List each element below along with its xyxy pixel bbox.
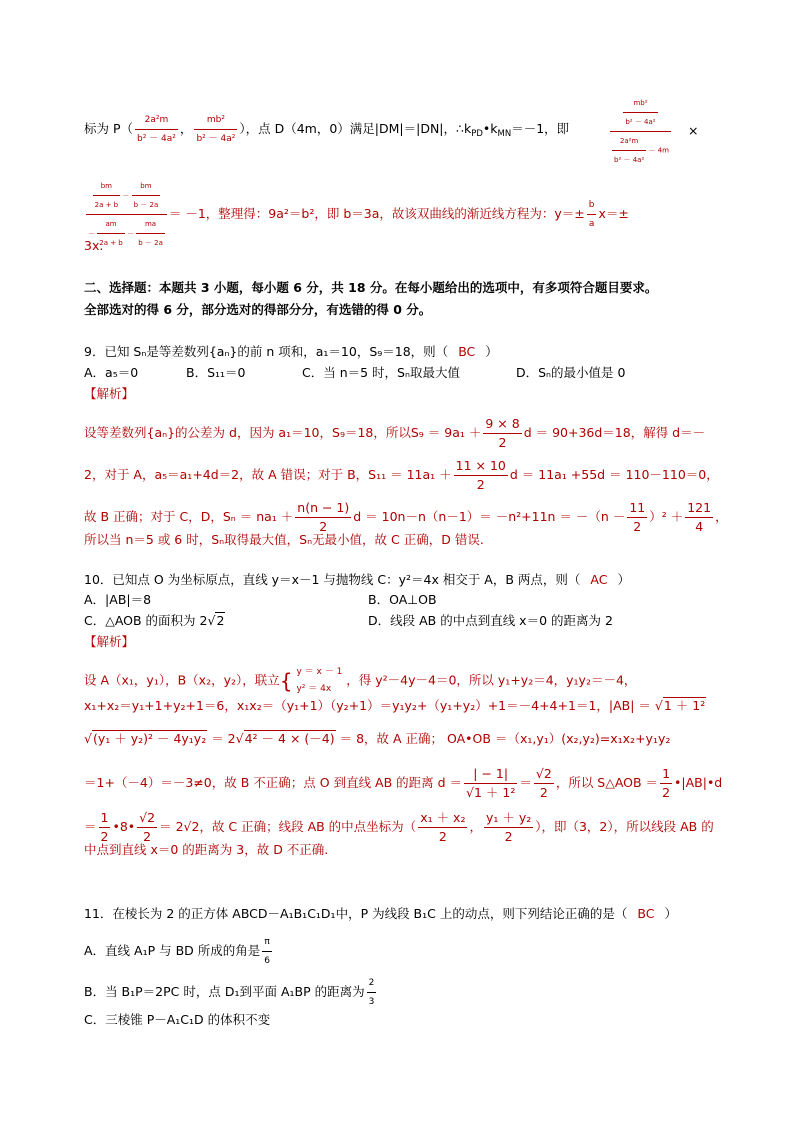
q9-option-b: B．S₁₁＝0 [186, 365, 246, 380]
q10-option-c: C．△AOB 的面积为 2√2 [84, 613, 225, 628]
q10-answer: AC [590, 572, 608, 587]
q10-solution-line-2: x₁+x₂＝y₁+1+y₂+1＝6，x₁x₂＝（y₁+1）（y₂+1）＝y₁y₂+（y₁+y₂）+1＝－4+4+1＝1，|AB| ＝ √1 ＋ 1² [84, 698, 706, 713]
q10-solution-line-4: ＝1+（－4）＝－3≠0，故 B 不正确；点 O 到直线 AB 的距离 d ＝ $\frac{| - 1|}{\text{√1 ＋ 1²}}$ ＝ $\frac{√2}{2}$ ，所以 S△AOB ＝ $\frac{1}{2}$ •|AB|•d [84, 766, 723, 800]
q10-solution-line-1: 设 A（x₁，y₁），B（x₂，y₂），联立{ y ＝ x － 1 y² ＝ 4x ，得 y²－4y－4＝0，所以 y₁+y₂＝4，y₁y₂＝－4， [84, 664, 636, 698]
fraction: $\frac{\text{mb²}}{\text{b² － 4a²}}$ [194, 112, 237, 147]
q10-option-a: A．|AB|＝8 [84, 592, 152, 607]
q9-option-d: D．Sₙ的最小值是 0 [516, 365, 626, 380]
q10-option-d: D．线段 AB 的中点到直线 x＝0 的距离为 2 [368, 613, 613, 628]
q10-analysis-tag: 【解析】 [84, 634, 135, 649]
fraction: $\frac{n(n - 1)}{2}$ [297, 500, 350, 534]
q9-stem: 9．已知 Sₙ是等差数列{aₙ}的前 n 项和，a₁＝10，S₉＝18，则（ BC ） [84, 344, 498, 359]
section-heading-line-2: 全部选对的得 6 分，部分选对的得部分分，有选错的得 0 分。 [84, 302, 432, 317]
fraction: $\frac{√2}{2}$ [535, 766, 552, 800]
section-heading-line-1: 二、选择题：本题共 3 小题，每小题 6 分，共 18 分。在每小题给出的选项中，有多项符合题目要求。 [84, 280, 658, 295]
fraction: $\frac{1}{2}$ [662, 766, 671, 800]
continued-solution-line-1: 标为 P（ $\frac{\text{2a²m}}{\text{b² － 4a²}}$ ， $\frac{\text{mb²}}{\text{b² － 4a²}}$ ），点 D（4m，0）满足|DM|＝|DN|，$\therefore k_{PD}•k_{MN}=-1$，即 [84, 112, 569, 147]
continued-solution-line-3: 3x. [84, 238, 104, 253]
q10-solution-line-3: √(y₁ ＋ y₂)² － 4y₁y₂ ＝ 2√4² － 4 × (－4) ＝ 8，故 A 正确； OA•OB ＝（x₁,y₁）(x₂,y₂)=x₁x₂+y₁y₂ [84, 731, 671, 746]
equation-system: y ＝ x － 1 y² ＝ 4x [296, 667, 343, 694]
q9-answer: BC [458, 344, 476, 359]
q9-solution-line-1: 设等差数列{aₙ}的公差为 d，因为 a₁＝10，S₉＝18，所以S₉ ＝ 9a₁ ＋ $\frac{9 \times 8}{2}$ d ＝ 90+36d＝18，解得 d＝－ [84, 416, 706, 450]
q10-solution-line-6: 中点到直线 x＝0 的距离为 3，故 D 不正确. [84, 842, 329, 857]
fraction: $\frac{11}{2}$ [629, 500, 646, 534]
q11-option-b: B．当 B₁P＝2PC 时，点 D₁到平面 A₁BP 的距离为 $\frac{2}{3}$ [84, 975, 378, 1010]
q10-option-b: B．OA⊥OB [368, 592, 437, 607]
fraction: $\frac{121}{4}$ [687, 500, 712, 534]
complex-fraction: $\frac{\text{mb²}}{\text{b² － 4a²}}$ $\frac{\text{2a²m}}{\text{b² － 4a²}}$ － 4m [608, 95, 673, 168]
q9-analysis-tag: 【解析】 [84, 386, 135, 401]
q10-solution-line-5: ＝ $\frac{1}{2}$ •8• $\frac{√2}{2}$ ＝ 2√2，故 C 正确；线段 AB 的中点坐标为（ $\frac{\text{x₁ ＋ x₂}}{2}$ ， $\frac{\text{y₁ ＋ y₂}}{2}$ ），即（3，2），所以线段 AB 的 [84, 810, 714, 844]
fraction: $\frac{9 \times 8}{2}$ [485, 416, 520, 450]
times-sign: × [688, 123, 699, 138]
fraction: $\frac{\text{2a²m}}{\text{b² － 4a²}}$ [135, 112, 178, 147]
q11-answer: BC [637, 906, 655, 921]
q9-solution-line-3: 故 B 正确；对于 C，D，Sₙ ＝ na₁ ＋ $\frac{n(n - 1)}{2}$ d ＝ 10n－n（n－1）＝ －n²+11n ＝ －（n － $\frac{11}{2}$ ）² ＋ $\frac{121}{4}$ ， [84, 500, 728, 534]
q9-option-a: A．a₅＝0 [84, 365, 139, 380]
q11-option-c: C．三棱锥 P－A₁C₁D 的体积不变 [84, 1012, 271, 1027]
q11-stem: 11．在棱长为 2 的正方体 ABCD－A₁B₁C₁D₁中，P 为线段 B₁C 上的动点，则下列结论正确的是（ BC ） [84, 906, 677, 921]
fraction: $\frac{| - 1|}{\text{√1 ＋ 1²}}$ [466, 766, 516, 800]
q10-stem: 10．已知点 O 为坐标原点，直线 y＝x－1 与抛物线 C：y²＝4x 相交于 A，B 两点，则（ AC ） [84, 572, 630, 587]
q11-option-a: A．直线 A₁P 与 BD 所成的角是 $\frac{\pi}{6}$ [84, 934, 274, 969]
fraction: $\frac{11 \times 10}{2}$ [455, 458, 506, 492]
q9-option-c: C．当 n＝5 时，Sₙ取最大值 [302, 365, 460, 380]
continued-solution-line-2: $\frac{bm}{2a + b}$ － $\frac{bm}{b - 2a}$ － $\frac{am}{2a + b}$ － $\frac{ma}{b - 2a}$ ＝ －1，整理得：9a²＝b²，即 b＝3a，故该双曲线的渐近线方程为：y＝± $\frac{b}{a}$ x＝± [84, 178, 629, 251]
q9-solution-line-4: 所以当 n＝5 或 6 时，Sₙ取得最大值，Sₙ无最小值，故 C 正确，D 错误. [84, 532, 484, 547]
q9-solution-line-2: 2，对于 A，a₅＝a₁+4d＝2，故 A 错误；对于 B，S₁₁ ＝ 11a₁ ＋ $\frac{11 \times 10}{2}$ d ＝ 11a₁ +55d ＝ 110－110＝0， [84, 458, 719, 492]
complex-fraction: $\frac{bm}{2a + b}$ － $\frac{bm}{b - 2a}$ － $\frac{am}{2a + b}$ － $\frac{ma}{b - 2a}$ [86, 178, 167, 251]
